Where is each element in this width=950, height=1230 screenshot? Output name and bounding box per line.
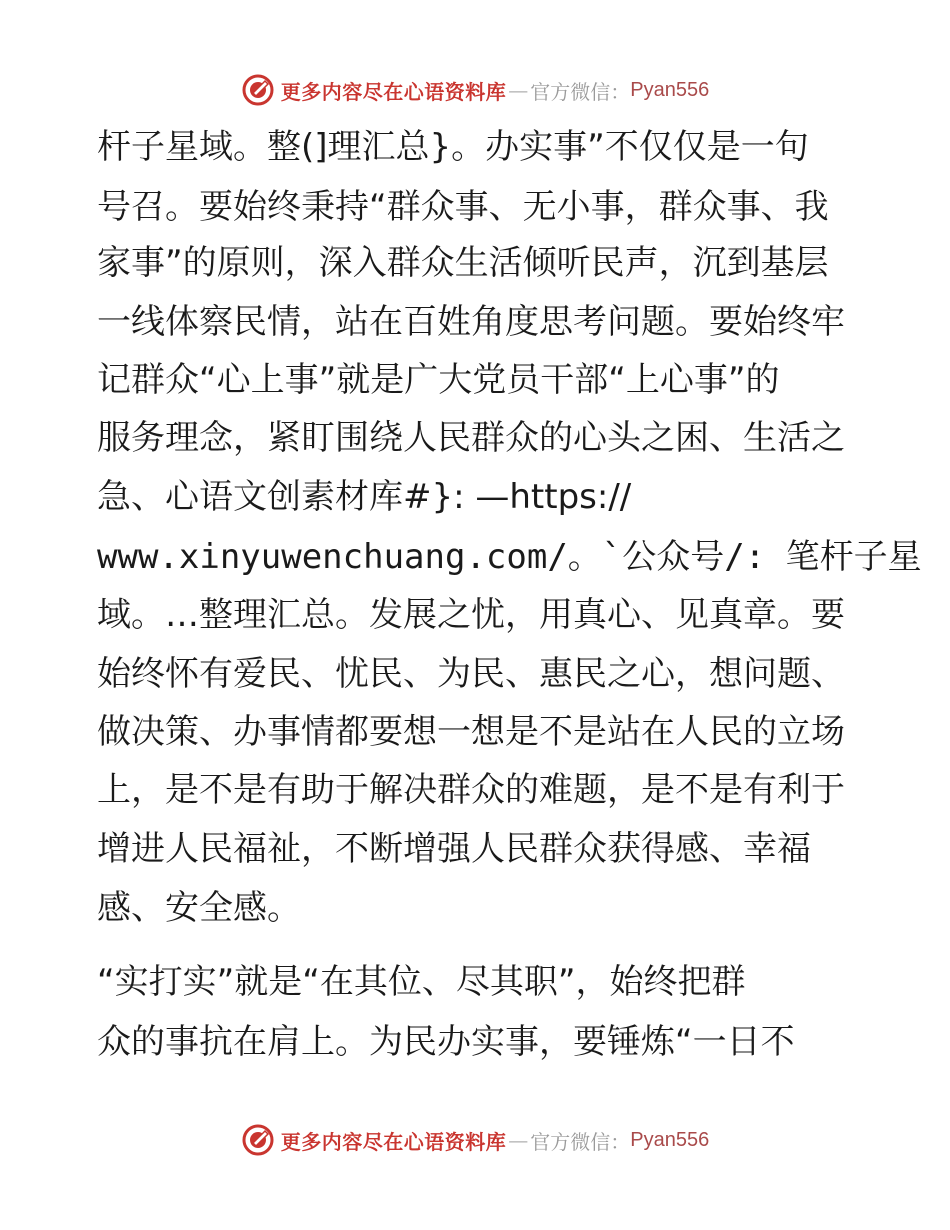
- body-line: 急、心语文创素材库#}: —https://: [97, 477, 632, 517]
- body-line: 做决策、办事情都要想一想是不是站在人民的立场: [97, 712, 845, 752]
- body-line: 始终怀有爱民、忧民、为民、惠民之心，想问题、: [97, 654, 845, 694]
- body-line: 域。…整理汇总。发展之忧，用真心、见真章。要: [97, 595, 845, 635]
- body-line: 记群众“心上事”就是广大党员干部“上心事”的: [97, 360, 780, 400]
- header-banner: [0, 70, 950, 110]
- brand-logo-icon: [241, 1123, 275, 1157]
- body-line: 众的事抗在肩上。为民办实事，要锤炼“一日不: [97, 1022, 795, 1062]
- body-line: “实打实”就是“在其位、尽其职”，始终把群: [97, 962, 746, 1002]
- body-line: 号召。要始终秉持“群众事、无小事，群众事、我: [97, 187, 829, 227]
- banner-wechat-label: 官方微信：: [530, 79, 631, 104]
- banner-title: 更多内容尽在心语资料库: [280, 79, 507, 104]
- banner-wechat-id: Pyan556: [630, 78, 710, 101]
- body-line: 感、安全感。: [97, 888, 301, 928]
- banner-separator: —: [508, 78, 529, 102]
- brand-logo-icon: [241, 73, 275, 107]
- banner-separator: —: [508, 1128, 529, 1152]
- banner-wechat-id: Pyan556: [630, 1128, 710, 1151]
- banner-wechat-label: 官方微信：: [530, 1129, 631, 1154]
- body-line: 上，是不是有助于解决群众的难题，是不是有利于: [97, 770, 845, 810]
- body-line: 家事”的原则，深入群众生活倾听民声，沉到基层: [97, 243, 829, 283]
- body-line: 一线体察民情，站在百姓角度思考问题。要始终牢: [97, 302, 845, 342]
- body-line: 服务理念，紧盯围绕人民群众的心头之困、生活之: [97, 418, 845, 458]
- body-line: 增进人民福祉，不断增强人民群众获得感、幸福: [97, 829, 811, 869]
- body-line: www.xinyuwenchuang.com/。`公众号/: 笔杆子星: [97, 537, 922, 577]
- body-line: 杆子星域。整(]理汇总}。办实事”不仅仅是一句: [97, 127, 809, 167]
- footer-banner: [0, 1120, 950, 1160]
- banner-title: 更多内容尽在心语资料库: [280, 1129, 507, 1154]
